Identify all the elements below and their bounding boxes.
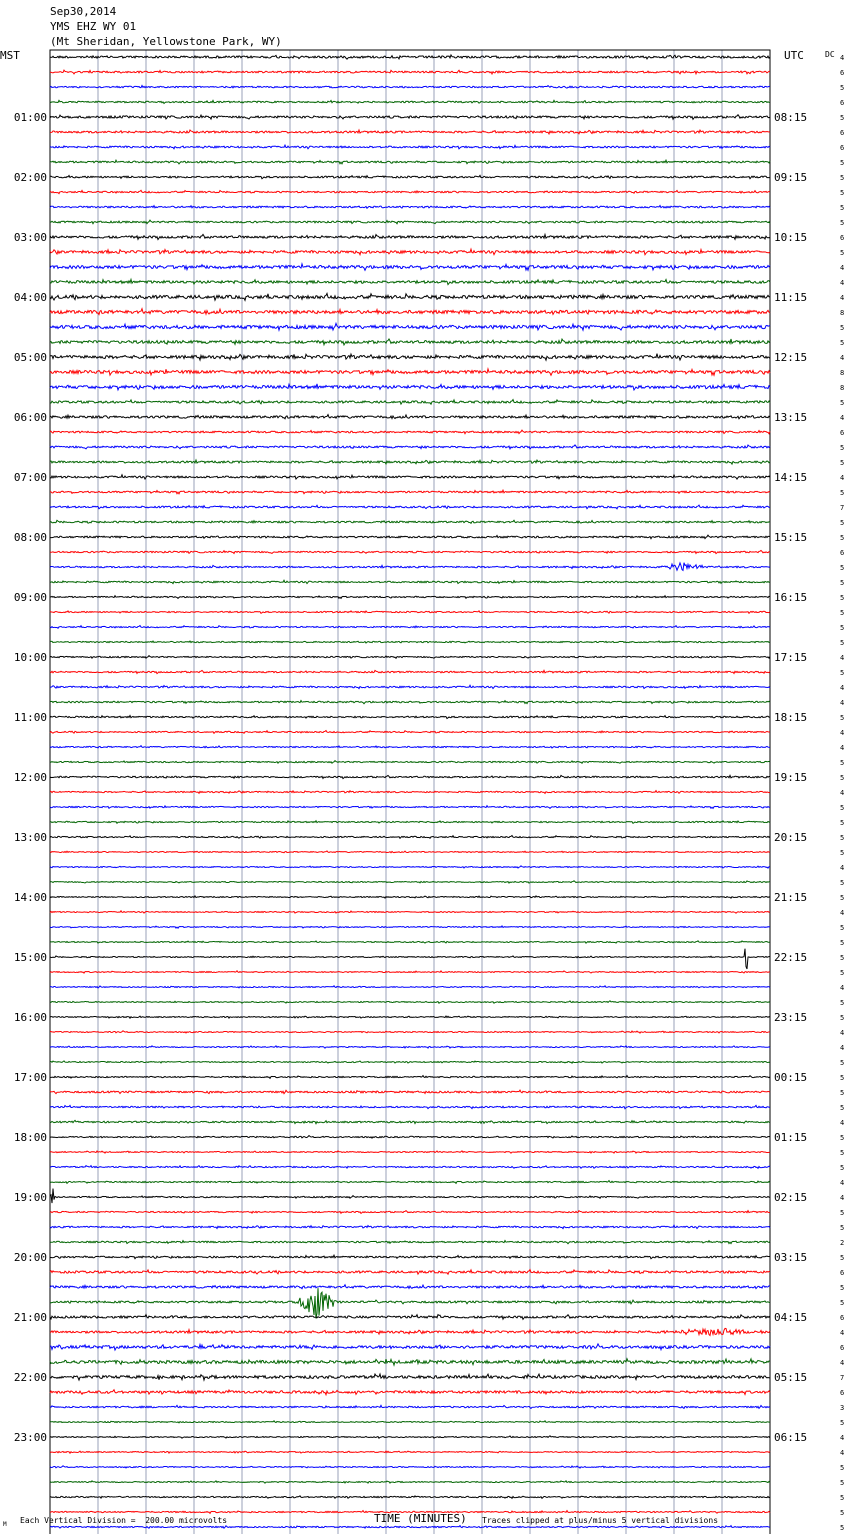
trace-line [50,339,770,345]
left-hour-label: 15:00 [13,951,47,964]
trace-line [50,580,770,583]
trace-line [50,100,770,103]
trace-line [50,354,770,361]
dc-offset-label: 5 [840,624,845,632]
dc-offset-label: 6 [840,144,845,152]
trace-line [50,1090,770,1094]
trace-line [50,550,770,553]
dc-offset-label: 5 [840,1254,845,1262]
trace-line [50,941,770,943]
trace-line [50,160,770,164]
dc-offset-label: 4 [840,744,845,752]
dc-offset-label: 5 [840,249,845,257]
right-hour-label: 18:15 [774,711,808,724]
trace-line [50,86,770,89]
left-hour-label: 05:00 [13,351,47,364]
trace-line [50,1344,770,1350]
trace-line [50,1451,770,1453]
trace-line [50,1189,770,1204]
trace-line [50,866,770,868]
dc-offset-label: 5 [840,534,845,542]
trace-line [50,323,770,330]
dc-offset-label: 8 [840,369,845,377]
dc-offset-label: 4 [840,1449,845,1457]
left-hour-label: 22:00 [13,1371,47,1384]
dc-offset-label: 5 [840,174,845,182]
dc-offset-label: 5 [840,189,845,197]
trace-line [50,175,770,178]
trace-line [50,626,770,629]
clip-note: Traces clipped at plus/minus 5 vertical divisions [482,1516,719,1525]
trace-line [50,1405,770,1408]
trace-line [50,1136,770,1139]
dc-offset-label: 6 [840,549,845,557]
dc-offset-label: 5 [840,114,845,122]
right-hour-label: 06:15 [774,1431,808,1444]
dc-offset-label: 5 [840,714,845,722]
trace-line [50,641,770,643]
dc-offset-label: 6 [840,129,845,137]
right-hour-label: 09:15 [774,171,808,184]
dc-offset-label: 5 [840,894,845,902]
trace-line [50,1016,770,1018]
dc-offset-label: 5 [840,219,845,227]
dc-offset-label: 8 [840,309,845,317]
dc-offset-label: 4 [840,909,845,917]
dc-offset-label: 5 [840,489,845,497]
left-hour-label: 16:00 [13,1011,47,1024]
right-hour-label: 02:15 [774,1191,808,1204]
trace-line [50,1001,770,1003]
dc-offset-label: 4 [840,654,845,662]
dc-offset-label: 5 [840,879,845,887]
dc-offset-label: 5 [840,594,845,602]
dc-offset-label: 5 [840,1284,845,1292]
dc-offset-label: 4 [840,1119,845,1127]
dc-offset-labels [840,54,844,1534]
dc-offset-label: 4 [840,1194,845,1202]
trace-line [50,130,770,134]
trace-line [50,249,770,255]
trace-line [50,611,770,614]
right-hour-label: 17:15 [774,651,808,664]
trace-line [50,1390,770,1395]
trace-line [50,1496,770,1499]
trace-line [50,445,770,449]
right-hour-label: 03:15 [774,1251,808,1264]
trace-line [50,1120,770,1123]
dc-offset-label: 5 [840,1524,845,1532]
trace-line [50,70,770,74]
dc-offset-label: 7 [840,1374,845,1382]
trace-line [50,1181,770,1184]
trace-line [50,430,770,434]
left-hour-label: 11:00 [13,711,47,724]
trace-line [50,1151,770,1153]
trace-line [50,490,770,494]
trace-line [50,520,770,523]
trace-line [50,836,770,839]
trace-line [50,1105,770,1108]
trace-line [50,806,770,809]
dc-offset-label: 5 [840,1464,845,1472]
trace-line [50,896,770,898]
trace-line [50,1436,770,1438]
dc-offset-label: 4 [840,1434,845,1442]
dc-offset-label: 5 [840,669,845,677]
dc-offset-label: 5 [840,999,845,1007]
trace-line [50,971,770,973]
left-timezone-label: MST [0,49,20,62]
right-hour-label: 15:15 [774,531,808,544]
left-hour-labels [14,111,47,1444]
right-hour-label: 16:15 [774,591,808,604]
left-hour-label: 06:00 [13,411,47,424]
trace-line [50,475,770,479]
dc-offset-label: 5 [840,834,845,842]
dc-offset-label: 8 [840,384,845,392]
dc-offset-label: 5 [840,939,845,947]
left-hour-label: 03:00 [13,231,47,244]
dc-offset-label: 5 [840,759,845,767]
trace-line [50,949,770,969]
dc-offset-label: 4 [840,54,845,62]
trace-line [50,1046,770,1048]
right-hour-label: 22:15 [774,951,808,964]
right-hour-label: 14:15 [774,471,808,484]
trace-line [50,1285,770,1289]
dc-offset-label: 6 [840,429,845,437]
left-hour-label: 02:00 [13,171,47,184]
trace-line [50,1225,770,1228]
dc-offset-label: 5 [840,969,845,977]
dc-offset-label: 5 [840,564,845,572]
dc-offset-label: 4 [840,684,845,692]
dc-offset-label: 5 [840,444,845,452]
trace-line [50,1359,770,1365]
dc-offset-label: 4 [840,414,845,422]
trace-line [50,881,770,883]
dc-offset-label: 5 [840,399,845,407]
trace-line [50,1031,770,1033]
left-hour-label: 01:00 [13,111,47,124]
trace-line [50,821,770,824]
trace-line [50,460,770,464]
trace-line [50,911,770,913]
dc-offset-label: 4 [840,279,845,287]
left-hour-label: 12:00 [13,771,47,784]
dc-offset-label: 5 [840,609,845,617]
dc-offset-label: 5 [840,159,845,167]
trace-line [50,115,770,120]
trace-line [50,206,770,209]
trace-line [50,1374,770,1380]
right-hour-label: 00:15 [774,1071,808,1084]
trace-line [50,384,770,390]
header-station: YMS EHZ WY 01 [50,20,137,33]
division-note: Each Vertical Division = 200.00 microvolts [20,1516,228,1525]
dc-offset-label: 5 [840,1089,845,1097]
left-hour-label: 10:00 [13,651,47,664]
dc-offset-label: 4 [840,984,845,992]
seismic-traces [50,55,770,1534]
right-hour-label: 12:15 [774,351,808,364]
dc-offset-label: 5 [840,1299,845,1307]
right-hour-labels [774,111,807,1444]
dc-offset-label: 5 [840,1224,845,1232]
left-hour-label: 13:00 [13,831,47,844]
dc-offset-label: 4 [840,354,845,362]
dc-column-label: DC [825,50,835,59]
corner-mark: M [3,1521,7,1528]
dc-offset-label: 5 [840,1074,845,1082]
trace-line [50,563,770,571]
dc-offset-label: 4 [840,264,845,272]
dc-offset-label: 5 [840,1014,845,1022]
trace-line [50,1061,770,1063]
dc-offset-label: 5 [840,324,845,332]
trace-line [50,234,770,239]
trace-line [50,701,770,704]
left-hour-label: 18:00 [13,1131,47,1144]
trace-line [50,596,770,599]
right-hour-label: 23:15 [774,1011,808,1024]
trace-line [50,926,770,928]
left-hour-label: 19:00 [13,1191,47,1204]
dc-offset-label: 6 [840,1389,845,1397]
dc-offset-label: 5 [840,1209,845,1217]
trace-line [50,145,770,149]
dc-offset-label: 5 [840,1134,845,1142]
dc-offset-label: 5 [840,774,845,782]
right-hour-label: 19:15 [774,771,808,784]
dc-offset-label: 5 [840,204,845,212]
dc-offset-label: 5 [840,1419,845,1427]
dc-offset-label: 5 [840,1059,845,1067]
left-hour-label: 14:00 [13,891,47,904]
right-hour-label: 01:15 [774,1131,808,1144]
left-hour-label: 07:00 [13,471,47,484]
dc-offset-label: 5 [840,459,845,467]
dc-offset-label: 4 [840,474,845,482]
trace-line [50,716,770,719]
dc-offset-label: 5 [840,804,845,812]
dc-offset-label: 6 [840,1314,845,1322]
left-hour-label: 04:00 [13,291,47,304]
dc-offset-label: 5 [840,339,845,347]
header-date: Sep30,2014 [50,5,117,18]
left-hour-label: 08:00 [13,531,47,544]
trace-line [50,746,770,748]
trace-line [50,986,770,988]
right-hour-label: 13:15 [774,411,808,424]
trace-line [50,309,770,315]
trace-line [50,685,770,688]
dc-offset-label: 5 [840,819,845,827]
left-hour-label: 17:00 [13,1071,47,1084]
dc-offset-label: 6 [840,234,845,242]
trace-line [50,775,770,778]
right-timezone-label: UTC [784,49,804,62]
trace-line [50,505,770,509]
right-hour-label: 20:15 [774,831,808,844]
right-hour-label: 04:15 [774,1311,808,1324]
trace-line [50,1270,770,1275]
left-hour-label: 23:00 [13,1431,47,1444]
trace-line [50,1481,770,1483]
trace-line [50,1421,770,1423]
right-hour-label: 11:15 [774,291,808,304]
trace-line [50,791,770,794]
trace-line [50,279,770,284]
dc-offset-label: 7 [840,504,845,512]
dc-offset-label: 5 [840,1494,845,1502]
dc-offset-label: 4 [840,1179,845,1187]
trace-line [50,1466,770,1468]
left-hour-label: 20:00 [13,1251,47,1264]
trace-line [50,369,770,375]
dc-offset-label: 5 [840,1149,845,1157]
trace-line [50,415,770,419]
dc-offset-label: 6 [840,1344,845,1352]
dc-offset-label: 4 [840,1359,845,1367]
dc-offset-label: 5 [840,924,845,932]
trace-line [50,1166,770,1169]
dc-offset-label: 5 [840,84,845,92]
left-hour-label: 21:00 [13,1311,47,1324]
dc-offset-label: 4 [840,1329,845,1337]
dc-offset-label: 6 [840,1269,845,1277]
dc-offset-label: 5 [840,1164,845,1172]
dc-offset-label: 5 [840,1509,845,1517]
dc-offset-label: 3 [840,1404,845,1412]
dc-offset-label: 4 [840,1044,845,1052]
trace-line [50,1315,770,1320]
x-axis-title: TIME (MINUTES) [374,1512,467,1525]
dc-offset-label: 4 [840,789,845,797]
trace-line [50,1255,770,1259]
dc-offset-label: 6 [840,99,845,107]
dc-offset-label: 4 [840,1029,845,1037]
trace-line [50,1211,770,1214]
dc-offset-label: 5 [840,954,845,962]
trace-line [50,400,770,405]
trace-line [50,761,770,764]
trace-line [50,1328,770,1335]
trace-line [50,1241,770,1244]
trace-line [50,851,770,853]
trace-line [50,264,770,270]
trace-line [50,1288,770,1318]
dc-offset-label: 5 [840,1479,845,1487]
trace-line [50,190,770,193]
trace-line [50,1076,770,1079]
dc-offset-label: 4 [840,294,845,302]
dc-offset-label: 5 [840,1104,845,1112]
dc-offset-label: 5 [840,849,845,857]
dc-offset-label: 2 [840,1239,845,1247]
dc-offset-label: 6 [840,69,845,77]
dc-offset-label: 4 [840,864,845,872]
dc-offset-label: 4 [840,729,845,737]
right-hour-label: 10:15 [774,231,808,244]
dc-offset-label: 5 [840,519,845,527]
left-hour-label: 09:00 [13,591,47,604]
right-hour-label: 05:15 [774,1371,808,1384]
trace-line [50,670,770,673]
dc-offset-label: 5 [840,639,845,647]
right-hour-label: 08:15 [774,111,808,124]
dc-offset-label: 5 [840,579,845,587]
right-hour-label: 21:15 [774,891,808,904]
trace-line [50,220,770,224]
trace-line [50,55,770,59]
trace-line [50,293,770,300]
dc-offset-label: 4 [840,699,845,707]
trace-line [50,656,770,659]
trace-line [50,731,770,734]
header-location: (Mt Sheridan, Yellowstone Park, WY) [50,35,282,48]
trace-line [50,535,770,539]
